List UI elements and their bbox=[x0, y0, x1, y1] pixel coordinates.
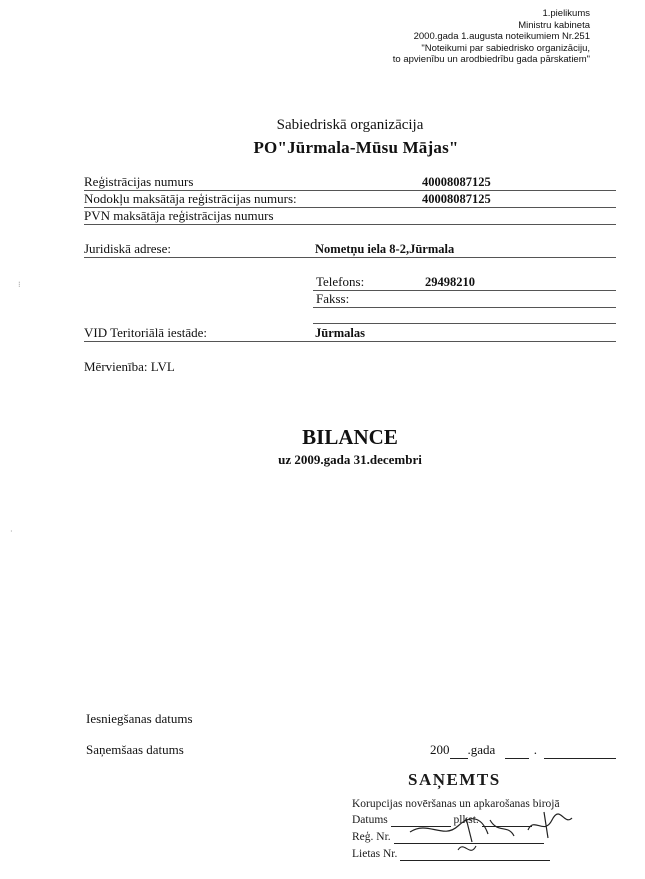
appendix-line: 2000.gada 1.augusta noteikumiem Nr.251 bbox=[413, 31, 590, 43]
stamp-bureau: Korupcijas novēršanas un apkarošanas birojā bbox=[352, 798, 560, 810]
vid-value: Jūrmalas bbox=[315, 326, 365, 340]
blank-row bbox=[313, 309, 616, 324]
vat-number-label: PVN maksātāja reģistrācijas numurs bbox=[84, 208, 274, 223]
phone-value: 29498210 bbox=[425, 275, 475, 289]
address-value: Nometņu iela 8-2,Jūrmala bbox=[315, 242, 455, 256]
vat-number-row bbox=[84, 209, 616, 225]
document-title: BILANCE bbox=[302, 425, 398, 449]
org-type: Sabiedriskā organizācija bbox=[276, 117, 424, 133]
stamp-title: SAŅEMTS bbox=[408, 770, 501, 789]
fax-row bbox=[313, 292, 616, 308]
scan-mark: ⁝ bbox=[18, 280, 21, 289]
appendix-line: Ministru kabineta bbox=[518, 19, 590, 31]
received-date-label: Saņemšaas datums bbox=[86, 742, 184, 757]
phone-row bbox=[313, 275, 616, 291]
document-date: uz 2009.gada 31.decembri bbox=[278, 452, 422, 467]
vid-row bbox=[84, 326, 616, 342]
phone-label: Telefons: bbox=[316, 274, 365, 289]
unit-of-measure: Mērvienība: LVL bbox=[84, 359, 175, 374]
appendix-note bbox=[393, 8, 590, 66]
stamp-time-label: plkst. bbox=[453, 814, 479, 826]
appendix-line: 1.pielikums bbox=[542, 8, 590, 19]
year-prefix: 200 bbox=[430, 742, 450, 757]
vid-label: VID Teritoriālā iestāde: bbox=[84, 325, 208, 340]
registration-label: Reģistrācijas numurs bbox=[84, 174, 194, 189]
registration-row bbox=[84, 175, 616, 191]
submission-date-label: Iesniegšanas datums bbox=[86, 711, 193, 726]
address-label: Juridiskā adrese: bbox=[84, 241, 172, 256]
gada-label: .gada bbox=[467, 742, 496, 757]
month-blank bbox=[544, 742, 616, 759]
appendix-line: to apvienību un arodbiedrību gada pārskatiem" bbox=[392, 54, 590, 66]
handwritten-signature bbox=[348, 790, 598, 875]
tax-number-label: Nodokļu maksātāja reģistrācijas numurs: bbox=[84, 191, 297, 206]
day-blank bbox=[505, 742, 529, 759]
registration-value: 40008087125 bbox=[422, 175, 491, 189]
tax-number-row bbox=[84, 192, 616, 208]
stamp-reg-label: Reģ. Nr. bbox=[352, 831, 391, 843]
received-stamp bbox=[348, 770, 598, 875]
appendix-line: "Noteikumi par sabiedrisko organizāciju, bbox=[421, 42, 590, 54]
scan-mark: · bbox=[10, 527, 13, 536]
stamp-case-label: Lietas Nr. bbox=[352, 848, 398, 860]
org-name: PO"Jūrmala-Mūsu Mājas" bbox=[253, 138, 459, 157]
stamp-date-label: Datums bbox=[352, 814, 388, 826]
year-blank bbox=[450, 742, 468, 759]
address-row bbox=[84, 242, 616, 258]
received-date-field: 200 .gada . bbox=[430, 742, 616, 759]
fax-label: Fakss: bbox=[316, 291, 350, 306]
tax-number-value: 40008087125 bbox=[422, 192, 491, 206]
